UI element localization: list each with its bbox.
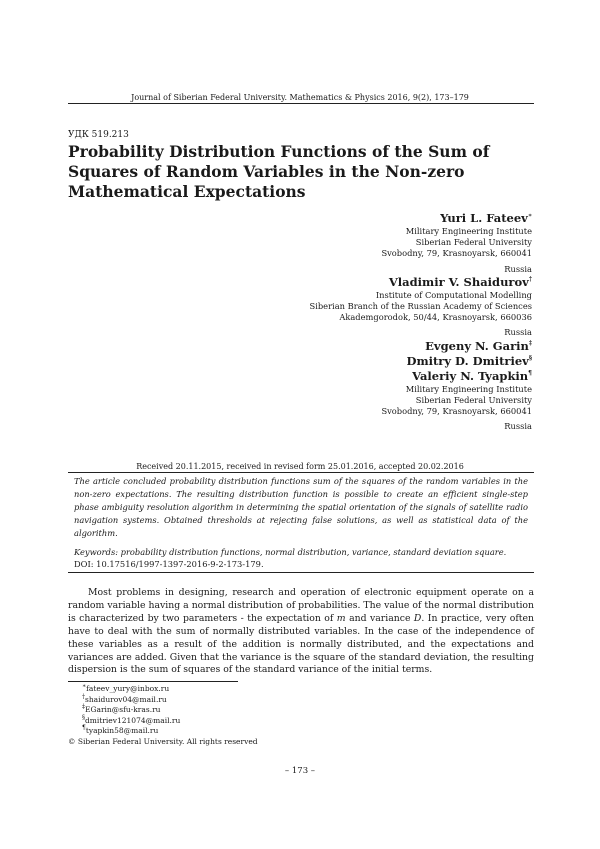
journal-header: Journal of Siberian Federal University. Mathematics & Physics 2016, 9(2), 173–179 xyxy=(131,93,469,102)
abstract-bottom-rule xyxy=(68,572,534,573)
abstract-top-rule xyxy=(68,472,534,473)
footnote: ¶tyapkin58@mail.ru xyxy=(82,724,159,735)
footnote: †shaidurov04@mail.ru xyxy=(82,693,167,704)
footnote-rule xyxy=(68,681,238,682)
footnotes xyxy=(68,684,258,747)
page-number: – 173 – xyxy=(284,766,316,776)
author-affiliation: Military Engineering Institute Siberian Federal University Svobodny, 79, Krasnoyarsk, 660041 Russia xyxy=(381,226,532,274)
doi: DOI: 10.17516/1997-1397-2016-9-2-173-179. xyxy=(74,558,264,569)
author-name: Evgeny N. Garin‡ xyxy=(425,338,532,353)
header-rule xyxy=(68,103,534,104)
author-name: Valeriy N. Tyapkin¶ xyxy=(412,368,532,383)
author-affiliation: Military Engineering Institute Siberian Federal University Svobodny, 79, Krasnoyarsk, 660041 Russia xyxy=(381,383,532,432)
footnote: ∗fateev_yury@inbox.ru xyxy=(82,682,170,693)
udk-code: УДК 519.213 xyxy=(68,130,129,140)
author-name: Yuri L. Fateev∗ xyxy=(440,211,532,225)
author-name: Dmitry D. Dmitriev§ xyxy=(406,353,532,368)
copyright: © Siberian Federal University. All rights reserved xyxy=(68,736,258,746)
keywords-text: probability distribution functions, normal distribution, variance, standard deviation square. xyxy=(120,547,507,557)
footnote: §dmitriev121074@mail.ru xyxy=(82,714,181,725)
paper-title: Probability Distribution Functions of the Sum of Squares of Random Variables in the Non-zero Mathematical Expectations xyxy=(68,142,490,201)
body-paragraph: Most problems in designing, research and operation of electronic equipment operate on a random variable having a normal distribution of probabilities. The value of the normal distribution is characterized by two parameters - the expectation of m and variance D. In practice, very often have to deal with the sum of normally distributed variables. In the case of the independence of these variables as a result of the addition is normally distributed, and the expectations and variances are added. Given that the variance is the square of the standard deviation, the resulting dispersion is the sum of squares of the standard variance of the initial terms. xyxy=(68,587,534,676)
author-name: Vladimir V. Shaidurov† xyxy=(388,274,532,289)
keywords-label: Keywords: xyxy=(74,547,119,557)
keywords-block xyxy=(74,547,528,570)
author-affiliation: Institute of Computational Modelling Siberian Branch of the Russian Academy of Sciences Akademgorodok, 50/44, Krasnoyarsk, 660036 Russia xyxy=(309,289,532,338)
received-dates: Received 20.11.2015, received in revised form 25.01.2016, accepted 20.02.2016 xyxy=(136,462,464,471)
abstract-text: The article concluded probability distribution functions sum of the squares of the random variables in the non-zero expectations. The resulting distribution function is possible to create an efficient single-step phase ambiguity resolution algorithm in determining the spatial orientation of the signals of satellite radio navigation systems. Obtained thresholds at rejecting false solutions, as well as statistical data of the algorithm. xyxy=(74,476,528,538)
footnote: ‡EGarin@sfu-kras.ru xyxy=(82,703,161,714)
author-block xyxy=(232,211,532,432)
